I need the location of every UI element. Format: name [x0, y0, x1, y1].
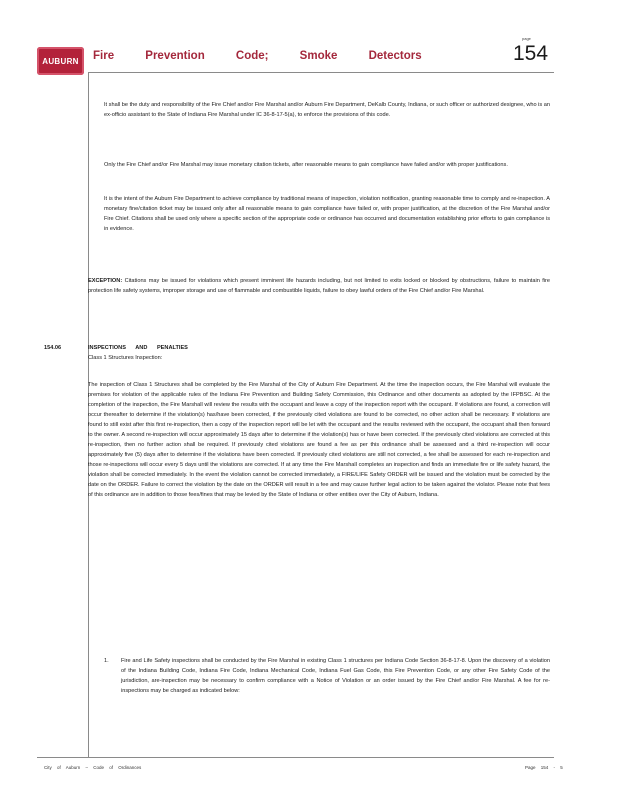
- section-number: 154.06: [44, 345, 62, 351]
- footer-left: City of Auburn – Code of Ordinances: [44, 765, 142, 770]
- inspection-paragraph: The inspection of Class 1 Structures shall be completed by the Fire Marshal of the City of Auburn Fire Department. At the time the inspection occurs, the Fire Marshal will evaluate the premises for violation of the applicable rules of the Indiana Fire Prevention and Building Safety Commission, this Ordinance and other documents as adopted by the IFPBSC. At the completion of the inspection, the Fire Marshall will review the results with the occupant and leave a copy of the inspection report with the occupant. If violations are found, a correction will occur thereafter to determine if the violation(s) has/have been corrected, if the previously cited violations are found to be corrected, no other action shall be necessary. If violations are found to still exist after this first re-inspection, then a copy of the inspection report will be let with the occupant and the results reviewed with the occupant, the occupant shall then forward to the owner. A second re-inspection will occur approximately 15 days after to determine if the violation(s) has or have been corrected. If the previously cited violations are corrected at this re-inspection, then no further action shall be required. If previously cited violations are found a fee as per this ordinance shall be assessed and a third re-inspection will occur approximately five (5) days after to determine if the violations have been corrected. If previously cited violations are still not corrected, a fee shall be assessed for each re-inspection and those re-inspections will occur every 5 days until the violations are corrected. If at any time the Fire Marshall completes an inspection and finds an immediate fire or life safety hazard, the violation shall be corrected immediately. In the event the violation cannot be corrected immediately, a FIRE/LIFE Safety ORDER will be issued and the violation must be corrected by the date on the ORDER. Failure to correct the violation by the date on the ORDER will result in a fee and may cause further legal action to be taken against the violator. Please note that fees of this ordinance are in addition to those fees/fines that may be levied by the State of Indiana or other entities over the City of Auburn, Indiana.: [88, 382, 550, 498]
- list-item: Fire and Life Safety inspections shall be conducted by the Fire Marshal in existing Class 1 structures per Indiana Code Section 36-8-17-8. Upon the discovery of a violation of the Indiana Building Code, Indiana Fire Code, Indiana Mechanical Code, Indiana Fuel Gas Code, this Fire Prevention Code, or any other Fire Safety Code of the jurisdiction, are-inspection may be necessary to confirm compliance with a Notice of Violation or an order issued by the Fire Chief and/or Fire Marshal. A fee for re-inspections may be charged as indicated below:: [121, 658, 550, 694]
- page-label: page: [522, 36, 531, 41]
- page-title: Fire Prevention Code; Smoke Detectors: [93, 50, 422, 62]
- exception-paragraph: [88, 276, 550, 296]
- footer-page: Page 154 - 5: [525, 765, 563, 770]
- paragraph-intent: It is the intent of the Auburn Fire Department to achieve compliance by traditional means of inspection, violation notification, granting reasonable time to comply and re-inspection. A monetary fine/citation ticket may be issued only after all reasonable means to gain compliance have failed or, with proper justification, at the discretion of the Fire Marshal and/or Fire Chief. Citations shall be used only where a specific section of the appropriate code or ordinance has occurred and documentation establishing prior efforts to gain compliance is in evidence.: [104, 196, 550, 232]
- footer-divider: [37, 757, 554, 758]
- paragraph-citations: Only the Fire Chief and/or Fire Marshal may issue monetary citation tickets, after reasonable means to gain compliance have failed and/or with proper justifications.: [104, 162, 508, 168]
- section-heading-block: [88, 343, 188, 363]
- list-item-number: 1.: [104, 658, 109, 664]
- section-subheading: Class 1 Structures Inspection:: [88, 355, 163, 361]
- page-number: 154: [513, 42, 549, 65]
- paragraph-duty: It shall be the duty and responsibility of the Fire Chief and/or Fire Marshal and/or Auburn Fire Department, DeKalb County, Indiana, or such officer or authorized designee, who is an ex-officio assistant to the State of Indiana Fire Marshal under IC 36-8-17-5(a), to enforce the provisions of this code.: [104, 102, 550, 118]
- exception-text: Citations may be issued for violations which present imminent life hazards including, but not limited to exits locked or blocked by obstructions, failure to maintain fire protection life safety systems, improper storage and use of flammable and combustible liquids, failure to obey lawful orders of the Fire Chief and/or Fire Marshal.: [88, 278, 550, 294]
- header-divider: [88, 72, 554, 73]
- logo-text: AUBURN: [42, 56, 79, 66]
- city-logo: [37, 47, 84, 75]
- exception-label: EXCEPTION:: [88, 278, 123, 284]
- section-heading: INSPECTIONS AND PENALTIES: [88, 345, 188, 351]
